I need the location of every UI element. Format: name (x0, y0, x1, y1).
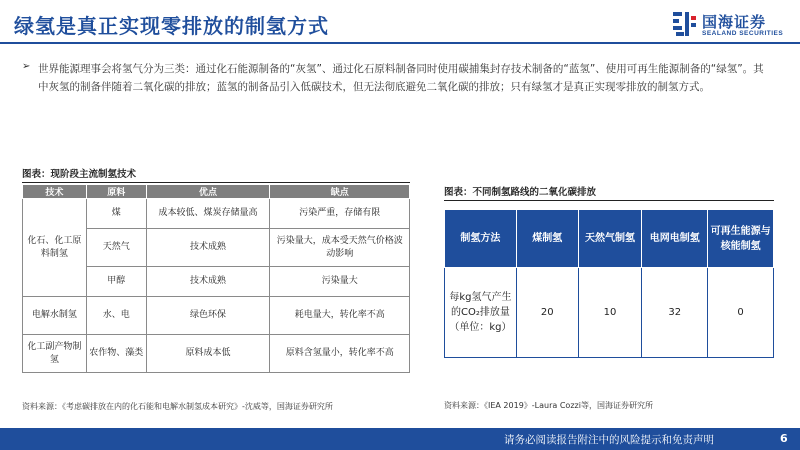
column-header: 天然气制氢 (578, 210, 642, 268)
row-label-cell: 每kg氢气产生的CO₂排放量（单位：kg） (445, 268, 517, 358)
value-cell: 0 (708, 268, 774, 358)
table-header-row (23, 185, 410, 199)
page-title: 绿氢是真正实现零排放的制氢方式 (14, 14, 329, 38)
logo-en-text: SEALAND SECURITIES (702, 30, 784, 37)
tech-cell: 化工副产物制氢 (23, 335, 87, 373)
tech-cell: 化石、化工原料制氢 (23, 199, 87, 297)
right-source-note: 资料来源：《IEA 2019》-Laura Cozzi等，国海证券研究所 (444, 401, 653, 410)
company-logo (672, 10, 794, 40)
pros-cell: 技术成熟 (146, 267, 270, 297)
pros-cell: 绿色环保 (146, 297, 270, 335)
title-divider (0, 42, 800, 44)
logo-cn-text: 国海证券 (702, 13, 767, 31)
cons-cell: 原料含氢量小，转化率不高 (270, 335, 410, 373)
pros-cell: 技术成熟 (146, 229, 270, 267)
material-cell: 天然气 (86, 229, 146, 267)
column-header: 优点 (146, 185, 270, 199)
value-cell: 20 (516, 268, 578, 358)
value-cell: 32 (642, 268, 708, 358)
cons-cell: 耗电量大，转化率不高 (270, 297, 410, 335)
co2-emission-table (444, 209, 774, 358)
pros-cell: 原料成本低 (146, 335, 270, 373)
table-row (23, 297, 410, 335)
cons-cell: 污染量大，成本受天然气价格波动影响 (270, 229, 410, 267)
column-header: 煤制氢 (516, 210, 578, 268)
material-cell: 水、电 (86, 297, 146, 335)
right-figure-divider (444, 200, 774, 201)
column-header: 缺点 (270, 185, 410, 199)
left-figure-title: 图表：现阶段主流制氢技术 (22, 169, 137, 180)
page-number: 6 (780, 432, 788, 445)
table-row (445, 268, 774, 358)
cons-cell: 污染严重，存储有限 (270, 199, 410, 229)
pros-cell: 成本较低、煤炭存储量高 (146, 199, 270, 229)
intro-text: 世界能源理事会将氢气分为三类：通过化石能源制备的“灰氢”、通过化石原料制备同时使用碳捕集封存技术制备的“蓝氢”、使用可再生能源制备的“绿氢”。其中灰氢的制备伴随着二氧化碳的排放；蓝氢的制备品引入低碳技术，但无法彻底避免二氧化碳的排放；只有绿氢才是真正实现零排放的制氢方式。 (38, 63, 764, 93)
material-cell: 煤 (86, 199, 146, 229)
left-figure-divider (22, 182, 410, 183)
hydrogen-tech-table (22, 184, 410, 373)
material-cell: 农作物、藻类 (86, 335, 146, 373)
footer-disclaimer: 请务必阅读报告附注中的风险提示和免责声明 (504, 434, 714, 446)
column-header: 制氢方法 (445, 210, 517, 268)
material-cell: 甲醇 (86, 267, 146, 297)
cons-cell: 污染量大 (270, 267, 410, 297)
column-header: 原料 (86, 185, 146, 199)
value-cell: 10 (578, 268, 642, 358)
bullet-arrow-icon: ➢ (22, 61, 31, 72)
table-header-row (445, 210, 774, 268)
left-source-note: 资料来源：《考虑碳排放在内的化石能和电解水制氢成本研究》-沈威等，国海证券研究所 (22, 402, 333, 411)
tech-cell: 电解水制氢 (23, 297, 87, 335)
table-row (23, 199, 410, 229)
column-header: 电网电制氢 (642, 210, 708, 268)
column-header: 可再生能源与核能制氢 (708, 210, 774, 268)
column-header: 技术 (23, 185, 87, 199)
right-figure-title: 图表：不同制氢路线的二氧化碳排放 (444, 187, 597, 198)
sealand-logo-icon (672, 10, 698, 38)
table-row (23, 335, 410, 373)
